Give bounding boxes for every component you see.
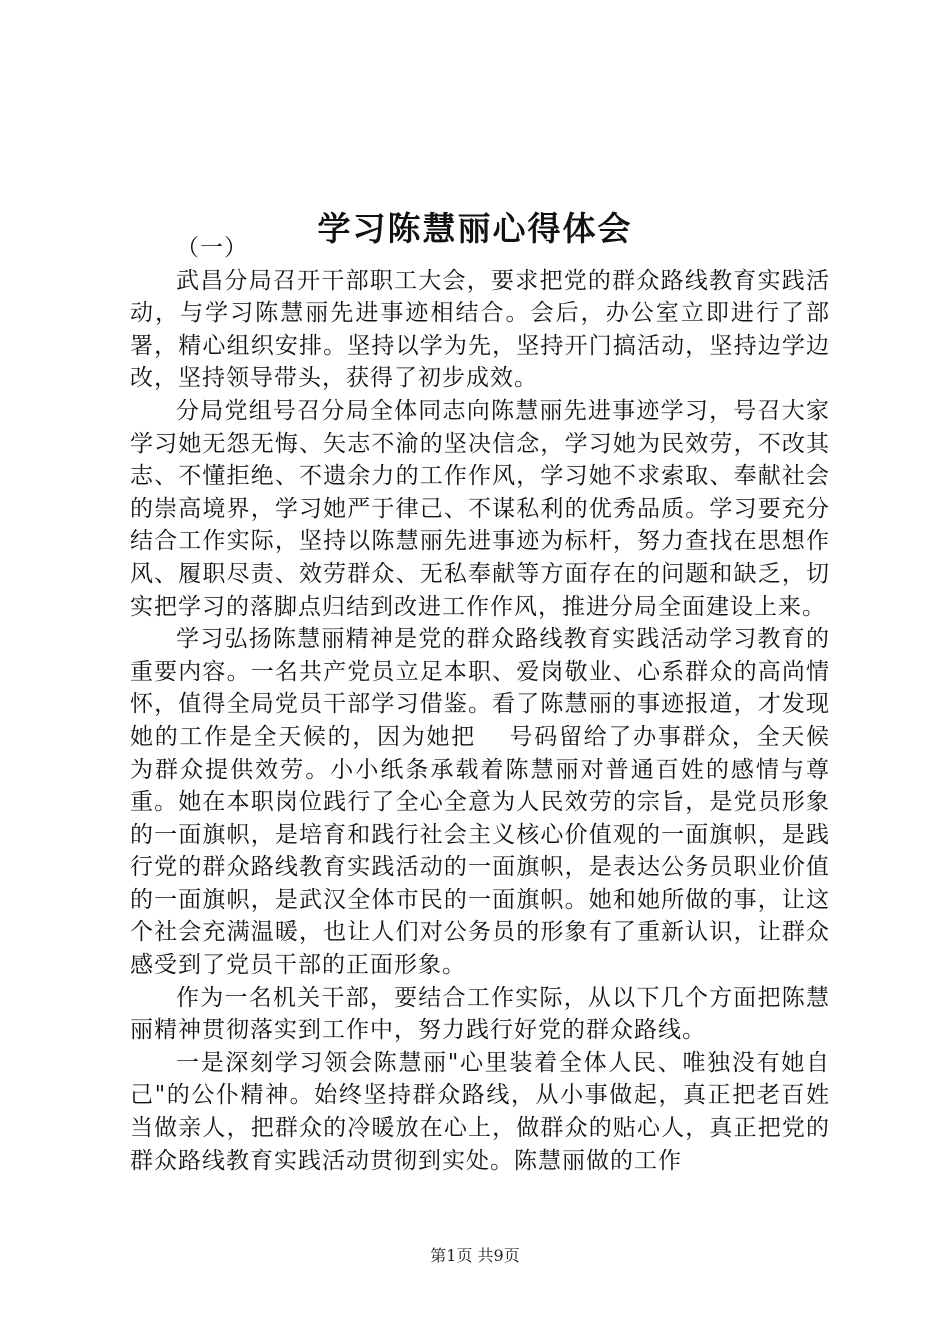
paragraph-3: 学习弘扬陈慧丽精神是党的群众路线教育实践活动学习教育的重要内容。一名共产党员立足本职、爱岗敬业、心系群众的高尚情怀，值得全局党员干部学习借鉴。看了陈慧丽的事迹报道，才发现她的工作是全天候的，因为她把 号码留给了办事群众，全天候为群众提供效劳。小小纸条承载着陈慧丽对普通百姓的感情与尊重。她在本职岗位践行了全心全意为人民效劳的宗旨，是党员形象的一面旗帜，是培育和践行社会主义核心价值观的一面旗帜，是践行党的群众路线教育实践活动的一面旗帜，是表达公务员职业价值的一面旗帜，是武汉全体市民的一面旗帜。她和她所做的事，让这个社会充满温暖，也让人们对公务员的形象有了重新认识，让群众感受到了党员干部的正面形象。 <box>130 626 830 979</box>
paragraph-5: 一是深刻学习领会陈慧丽"心里装着全体人民、唯独没有她自己"的公仆精神。始终坚持群众路线，从小事做起，真正把老百姓当做亲人，把群众的冷暖放在心上，做群众的贴心人，真正把党的群众路线教育实践活动贯彻到实处。陈慧丽做的工作 <box>130 1049 830 1174</box>
document-title: 学习陈慧丽心得体会 <box>317 209 633 249</box>
paragraph-1: 武昌分局召开干部职工大会，要求把党的群众路线教育实践活动，与学习陈慧丽先进事迹相结合。会后，办公室立即进行了部署，精心组织安排。坚持以学为先，坚持开门搞活动，坚持边学边改，坚持领导带头，获得了初步成效。 <box>130 267 830 392</box>
paragraph-2: 分局党组号召分局全体同志向陈慧丽先进事迹学习，号召大家学习她无怨无悔、矢志不渝的坚决信念，学习她为民效劳，不改其志、不懂拒绝、不遗余力的工作作风，学习她不求索取、奉献社会的崇高境界，学习她严于律己、不谋私利的优秀品质。学习要充分结合工作实际，坚持以陈慧丽先进事迹为标杆，努力查找在思想作风、履职尽责、效劳群众、无私奉献等方面存在的问题和缺乏，切实把学习的落脚点归结到改进工作作风，推进分局全面建设上来。 <box>130 397 830 620</box>
section-marker: （一） <box>176 235 248 261</box>
document-body <box>130 232 830 1177</box>
page-footer: 第1页 共9页 <box>430 1246 520 1265</box>
paragraph-4: 作为一名机关干部，要结合工作实际，从以下几个方面把陈慧丽精神贯彻落实到工作中，努力践行好党的群众路线。 <box>130 984 830 1044</box>
